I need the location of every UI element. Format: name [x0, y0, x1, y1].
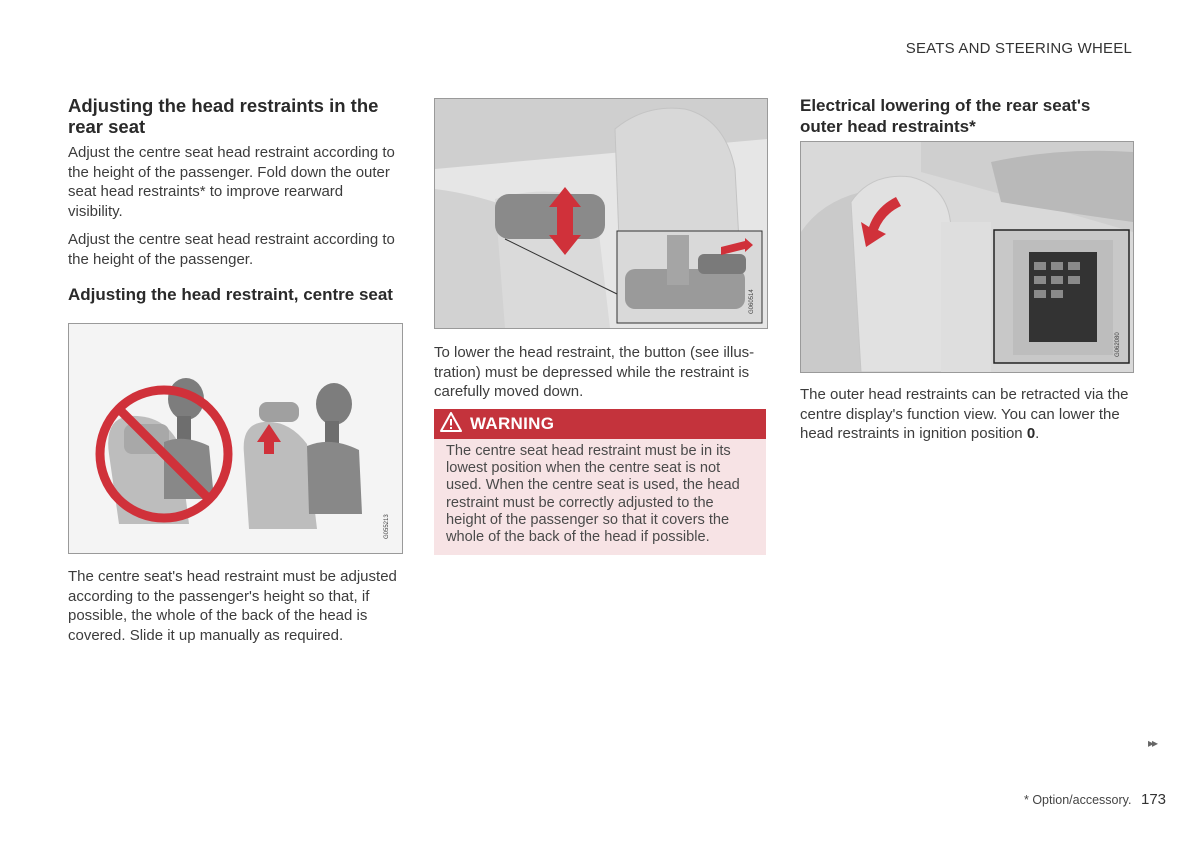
section-heading: Adjusting the head restraints in the rear seat [68, 95, 379, 137]
figure-centre-restraint-button [434, 98, 768, 329]
illustration-prohibited-low-restraint [69, 324, 402, 553]
figure-electrical-lowering [800, 141, 1134, 373]
figure-code: G060514 [749, 289, 755, 314]
figure-code: G062080 [1115, 332, 1121, 357]
continue-arrows-icon: ▸▸ [1148, 736, 1157, 750]
intro-paragraph: Adjust the centre seat head restraint according to the height of the passenger. Fold down the outer seat head restraints* to improve rearward visibility. [68, 144, 395, 220]
figure-centre-seat-restraint [68, 323, 403, 554]
figure-caption: The centre seat's head restraint must be adjusted according to the passenger's height so that, if possible, the whole of the back of the head is covered. Slide it up manually as required. [68, 568, 397, 644]
illustration-restraint-release-button [435, 99, 767, 328]
figure-caption: The outer head restraints can be retracted via the centre display's function view. You can lower the head restraints in ignition position 0. [800, 386, 1129, 443]
illustration-outer-restraints-display [801, 142, 1133, 372]
second-paragraph: Adjust the centre seat head restraint according to the height of the passenger. [68, 231, 395, 268]
warning-header [434, 409, 766, 439]
section-title: SEATS AND STEERING WHEEL [905, 40, 1132, 57]
warning-triangle-icon [440, 412, 462, 437]
section-heading: Electrical lowering of the rear seat's outer head restraints* [800, 96, 1091, 136]
subsection-heading: Adjusting the head restraint, centre seat [68, 284, 393, 304]
page-number: 173 [1141, 791, 1167, 808]
column-1 [68, 95, 398, 305]
warning-label: WARNING [470, 414, 555, 433]
warning-text: The centre seat head restraint must be in its lowest position when the centre seat is not used. When the centre seat is used, the head restraint must be correctly adjusted to the height of the passenger so that it covers the whole of the back of the head if possible. [446, 443, 740, 546]
warning-box [434, 409, 766, 555]
ignition-position-value: 0 [1026, 425, 1036, 443]
figure-code: G055213 [384, 514, 390, 539]
figure-caption: To lower the head restraint, the button (see illus-tration) must be depressed while the restraint is carefully moved down. [434, 344, 755, 401]
footnote: * Option/accessory. [1024, 793, 1132, 807]
